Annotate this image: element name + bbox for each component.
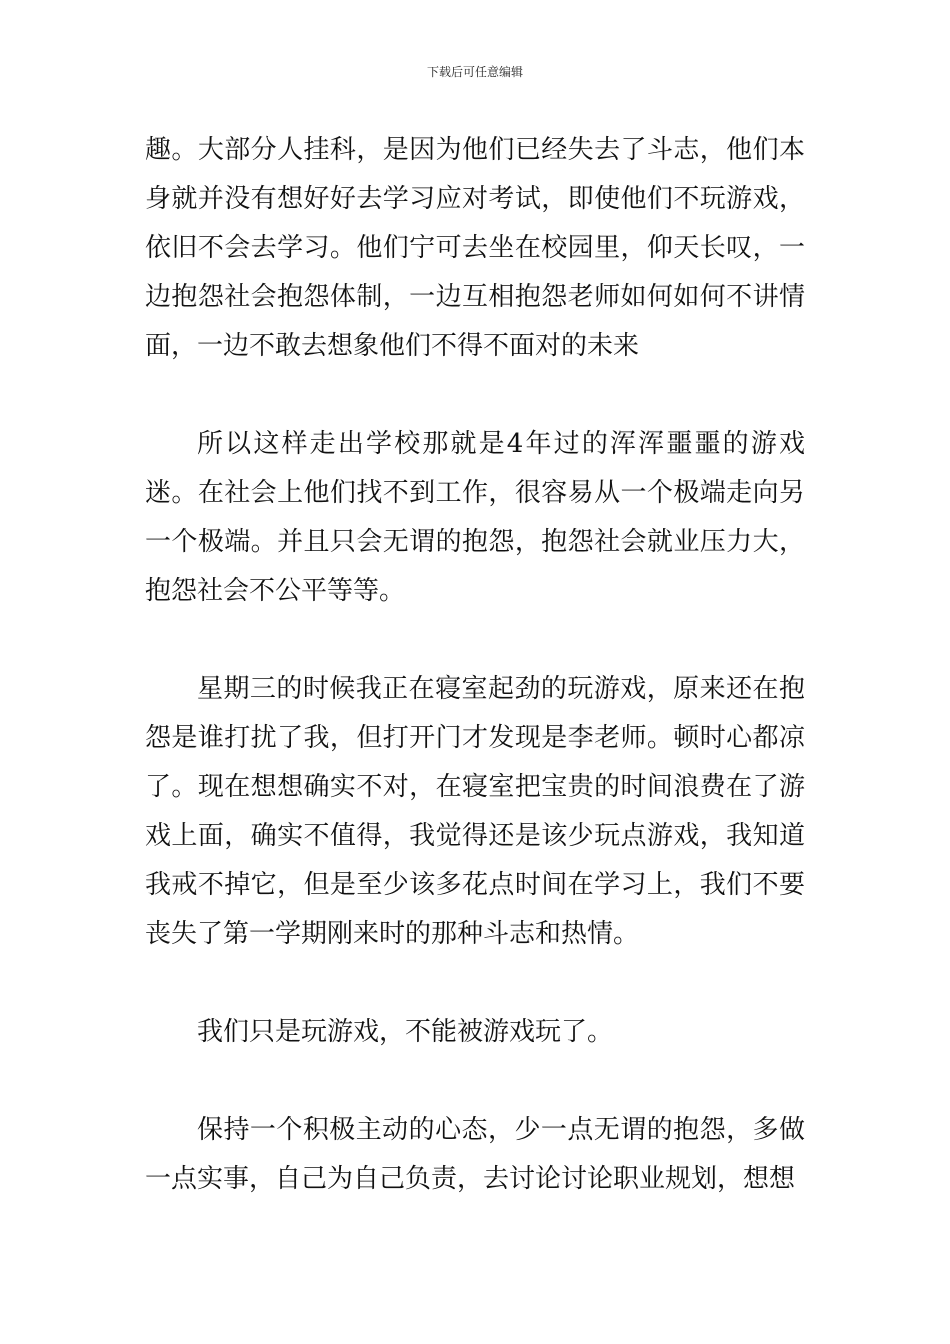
paragraph-gap — [145, 371, 805, 420]
paragraph-4: 我们只是玩游戏，不能被游戏玩了。 — [197, 1017, 614, 1047]
paragraph-2: 所以这样走出学校那就是4年过的浑浑噩噩的游戏迷。在社会上他们找不到工作，很容易从一个极端走向另一个极端。并且只会无谓的抱怨，抱怨社会就业压力大，抱怨社会不公平等等。 — [145, 429, 805, 606]
paragraph-3: 星期三的时候我正在寝室起劲的玩游戏，原来还在抱怨是谁打扰了我，但打开门才发现是李老师。顿时心都凉了。现在想想确实不对，在寝室把宝贵的时间浪费在了游戏上面，确实不值得，我觉得还是该少玩点游戏，我知道我戒不掉它，但是至少该多花点时间在学习上，我们不要丧失了第一学期刚来时的那种斗志和热情。 — [145, 674, 805, 949]
page-header: 下载后可任意编辑 — [426, 65, 523, 79]
paragraph-gap — [145, 959, 805, 1008]
paragraph-gap — [145, 616, 805, 665]
paragraph-gap — [145, 1057, 805, 1106]
paragraph-5: 保持一个积极主动的心态，少一点无谓的抱怨，多做一点实事，自己为自己负责，去讨论讨论职业规划，想想 — [145, 1115, 805, 1194]
paragraph-1: 趣。大部分人挂科，是因为他们已经失去了斗志，他们本身就并没有想好好去学习应对考试，即使他们不玩游戏，依旧不会去学习。他们宁可去坐在校园里，仰天长叹，一边抱怨社会抱怨体制，一边互相抱怨老师如何如何不讲情面，一边不敢去想象他们不得不面对的未来 — [145, 135, 805, 361]
document-body — [145, 126, 805, 1204]
